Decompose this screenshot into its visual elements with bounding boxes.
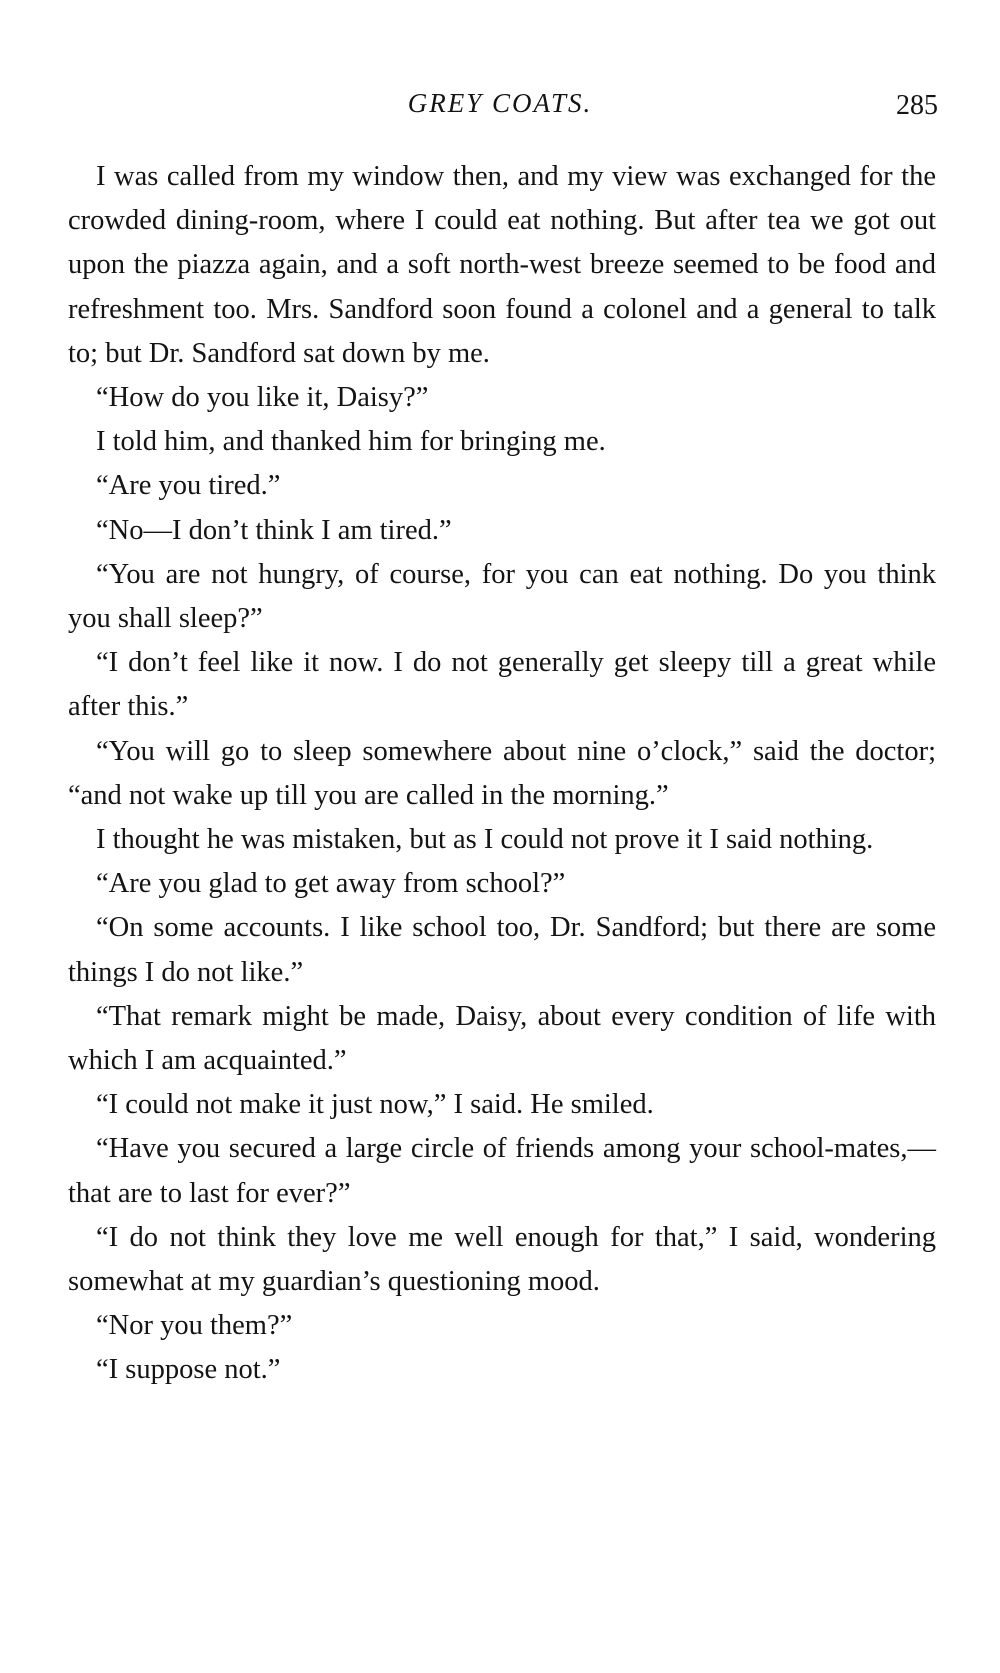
- paragraph: “No—I don’t think I am tired.”: [96, 514, 452, 546]
- paragraph: “On some accounts. I like school too, Dr. Sandford; but there are some things I do not like.”: [68, 912, 936, 988]
- running-head: [68, 88, 938, 128]
- paragraph: I was called from my window then, and my view was exchanged for the crowded dining-room, where I could eat nothing. But after tea we got out upon the piazza again, and a soft north-west breeze seemed to be food and refreshment too. Mrs. Sandford soon found a colonel and a general to talk to; but Dr. Sandford sat down by me.: [68, 161, 936, 369]
- paragraph: “Have you secured a large circle of friends among your school-mates,—that are to last for ever?”: [68, 1133, 936, 1209]
- paragraph: “You are not hungry, of course, for you can eat nothing. Do you think you shall sleep?”: [68, 558, 936, 635]
- running-title: GREY COATS.: [407, 88, 593, 118]
- body-text: [68, 155, 936, 1393]
- paragraph: “How do you like it, Daisy?”: [96, 382, 429, 414]
- paragraph: “I could not make it just now,” I said. He smiled.: [96, 1089, 654, 1121]
- paragraph: “That remark might be made, Daisy, about every condition of life with which I am acquainted.”: [68, 1000, 936, 1077]
- paragraph: I thought he was mistaken, but as I could not prove it I said nothing.: [96, 824, 874, 856]
- paragraph: “Are you glad to get away from school?”: [96, 868, 566, 900]
- page-number: 285: [896, 90, 938, 121]
- paragraph: “I suppose not.”: [96, 1354, 281, 1386]
- paragraph: I told him, and thanked him for bringing me.: [96, 426, 606, 458]
- paragraph: “Nor you them?”: [96, 1310, 293, 1342]
- paragraph: “I don’t feel like it now. I do not generally get sleepy till a great while after this.”: [68, 647, 936, 723]
- paragraph: “You will go to sleep somewhere about nine o’clock,” said the doctor; “and not wake up till you are called in the morning.”: [68, 735, 936, 811]
- paragraph: “I do not think they love me well enough for that,” I said, wondering somewhat at my guardian’s questioning mood.: [68, 1221, 936, 1298]
- paragraph: “Are you tired.”: [96, 470, 281, 502]
